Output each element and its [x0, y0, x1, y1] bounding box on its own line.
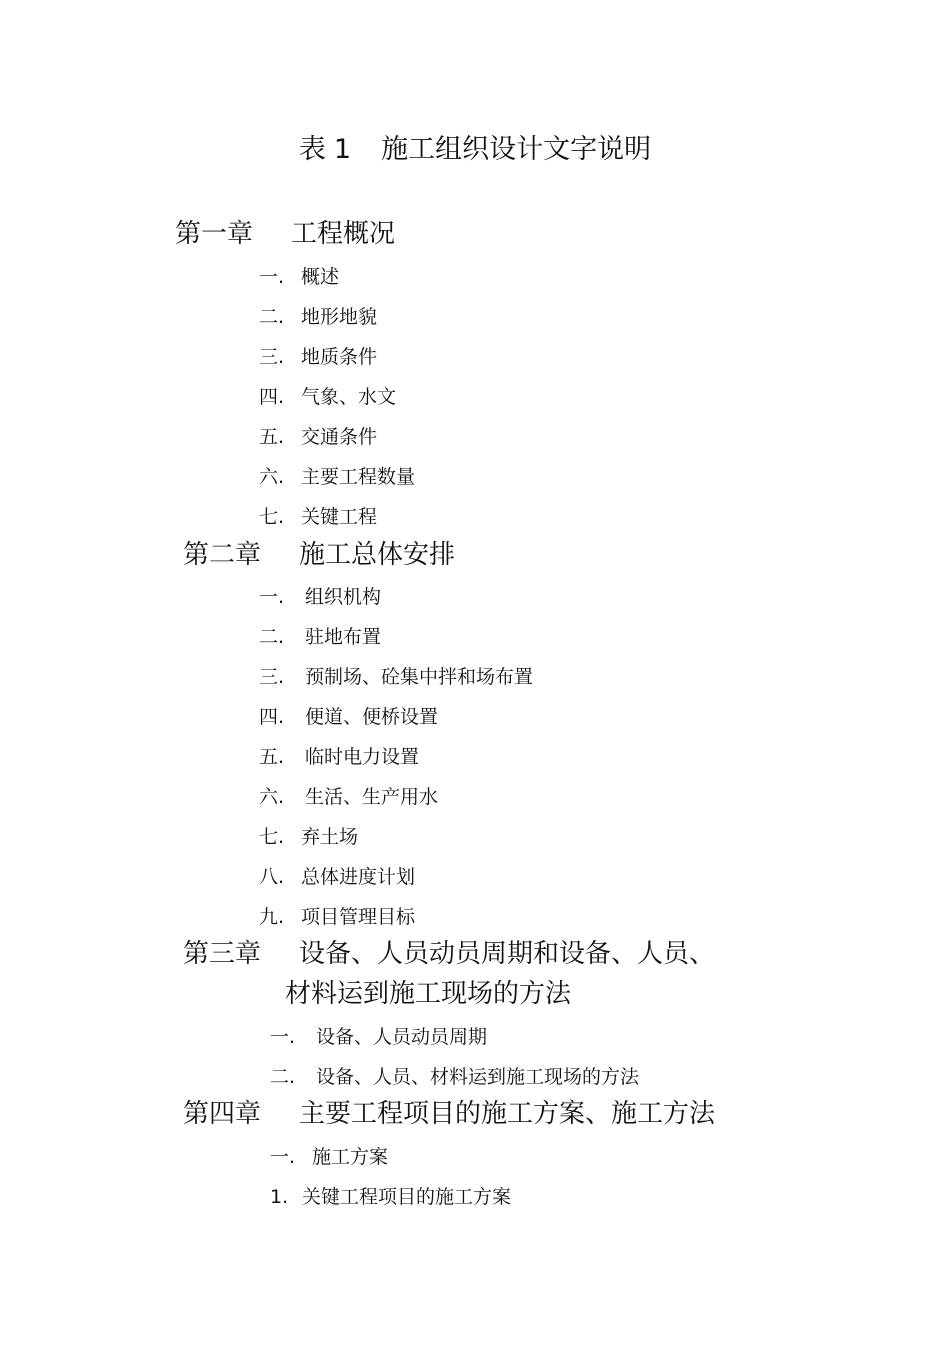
- chapter-label: 第三章: [183, 939, 262, 969]
- chapter-label: 第一章: [175, 219, 254, 249]
- title-prefix: 表: [298, 134, 326, 165]
- chapter-title: 设备、人员动员周期和设备、人员、: [299, 939, 716, 969]
- chapter-2-heading: [183, 537, 455, 573]
- chapter-title: 工程概况: [291, 219, 396, 249]
- chapter-3-heading: [183, 936, 715, 972]
- list-item: 五. 临时电力设置: [259, 746, 420, 768]
- list-item: 一. 施工方案: [270, 1146, 389, 1168]
- chapter-4-heading: [183, 1096, 715, 1132]
- title-number: 1: [333, 134, 352, 165]
- list-item: 一. 设备、人员动员周期: [270, 1026, 488, 1048]
- list-item: 1. 关键工程项目的施工方案: [270, 1186, 512, 1208]
- list-item: 六. 主要工程数量: [259, 466, 416, 488]
- chapter-label: 第四章: [183, 1099, 262, 1129]
- chapter-title: 主要工程项目的施工方案、施工方法: [299, 1099, 716, 1129]
- list-item: 二. 设备、人员、材料运到施工现场的方法: [270, 1066, 640, 1088]
- list-item: 二. 地形地貌: [259, 306, 378, 328]
- list-item: 三. 预制场、砼集中拌和场布置: [259, 666, 534, 688]
- list-item: 六. 生活、生产用水: [259, 786, 439, 808]
- list-item: 九. 项目管理目标: [259, 906, 416, 928]
- list-item: 一. 概述: [259, 266, 340, 288]
- title-text: 施工组织设计文字说明: [381, 134, 652, 165]
- list-item: 四. 气象、水文: [259, 386, 397, 408]
- chapter-label: 第二章: [183, 540, 262, 570]
- list-item: 五. 交通条件: [259, 426, 378, 448]
- chapter-1-heading: [175, 216, 395, 252]
- list-item: 一. 组织机构: [259, 586, 382, 608]
- chapter-title: 施工总体安排: [299, 540, 456, 570]
- list-item: 三. 地质条件: [259, 346, 378, 368]
- list-item: 四. 便道、便桥设置: [259, 706, 439, 728]
- list-item: 八. 总体进度计划: [259, 866, 416, 888]
- list-item: 二. 驻地布置: [259, 626, 382, 648]
- list-item: 七. 关键工程: [259, 506, 378, 528]
- list-item: 七. 弃土场: [259, 826, 359, 848]
- document-title: [0, 132, 950, 168]
- chapter-3-title-continued: 材料运到施工现场的方法: [285, 979, 572, 1009]
